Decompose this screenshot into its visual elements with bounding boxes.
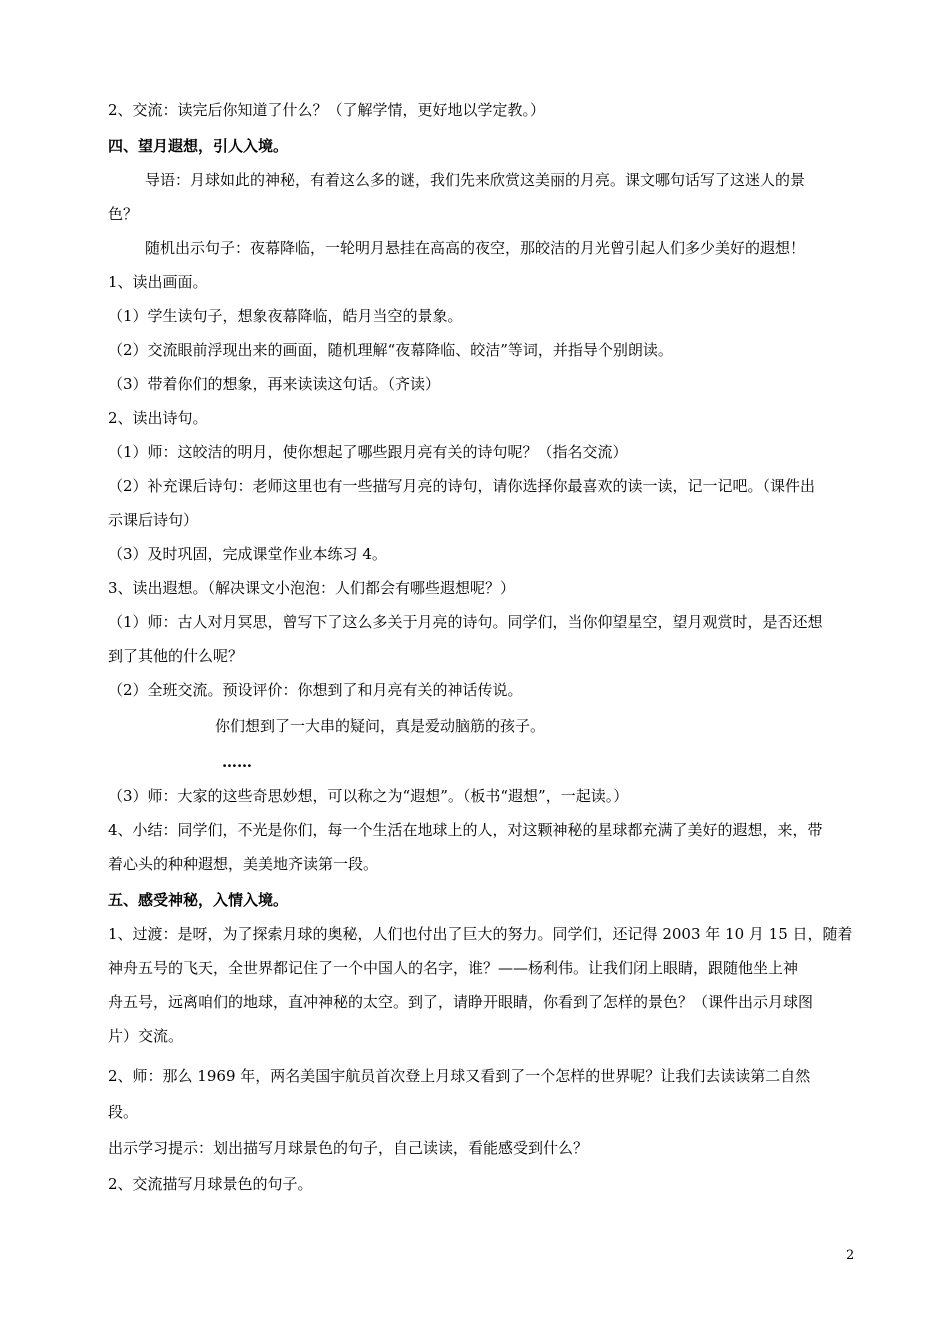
- text-line: 导语：月球如此的神秘，有着这么多的谜，我们先来欣赏这美丽的月亮。课文哪句话写了这迷人的景: [145, 171, 806, 189]
- page-number: 2: [846, 1248, 855, 1263]
- text-line: 着心头的种种遐想，美美地齐读第一段。: [108, 855, 379, 873]
- text-line: （1）学生读句子，想象夜幕降临，皓月当空的景象。: [108, 307, 463, 325]
- text-line: 色？: [108, 205, 139, 223]
- text-line: 随机出示句子：夜幕降临，一轮明月悬挂在高高的夜空，那皎洁的月光曾引起人们多少美好的遐想！: [145, 239, 806, 257]
- text-line: 2、师：那么 1969 年，两名美国宇航员首次登上月球又看到了一个怎样的世界呢？让我们去读读第二自然: [108, 1067, 811, 1085]
- text-line: 2、交流描写月球景色的句子。: [108, 1175, 313, 1193]
- text-line: （3）带着你们的想象，再来读读这句话。（齐读）: [108, 375, 441, 393]
- text-line: 舟五号，远离咱们的地球，直冲神秘的太空。到了，请睁开眼睛，你看到了怎样的景色？（课件出示月球图: [108, 993, 814, 1011]
- text-line: 你们想到了一大串的疑问，真是爱动脑筋的孩子。: [215, 717, 546, 735]
- text-line: （3）及时巩固，完成课堂作业本练习 4。: [108, 545, 387, 563]
- text-line: 神舟五号的飞天，全世界都记住了一个中国人的名字，谁？——杨利伟。让我们闭上眼睛，跟随他坐上神: [108, 959, 799, 977]
- text-line: 4、小结：同学们，不光是你们，每一个生活在地球上的人，对这颗神秘的星球都充满了美好的遐想，来，带: [108, 821, 823, 839]
- text-line: （3）师：大家的这些奇思妙想，可以称之为“遐想”。（板书“遐想”，一起读。）: [108, 787, 629, 805]
- text-line: （1）师：这皎洁的明月，使你想起了哪些跟月亮有关的诗句呢？（指名交流）: [108, 443, 628, 461]
- text-line: 出示学习提示：划出描写月球景色的句子，自己读读，看能感受到什么？: [108, 1139, 589, 1157]
- text-line: 2、读出诗句。: [108, 409, 208, 427]
- text-line: 3、读出遐想。（解决课文小泡泡：人们都会有哪些遐想呢？）: [108, 579, 516, 597]
- ellipsis-line: ……: [222, 753, 252, 771]
- section-heading: 五、感受神秘，入情入境。: [108, 891, 289, 909]
- text-line: 1、读出画面。: [108, 273, 208, 291]
- text-line: 示课后诗句）: [108, 511, 199, 529]
- text-line: 片）交流。: [108, 1027, 184, 1045]
- section-heading: 四、望月遐想，引人入境。: [108, 137, 289, 155]
- text-line: 段。: [108, 1103, 139, 1121]
- text-line: （2）全班交流。预设评价：你想到了和月亮有关的神话传说。: [108, 681, 523, 699]
- text-line: 1、过渡：是呀，为了探索月球的奥秘，人们也付出了巨大的努力。同学们，还记得 2003 年 10 月 15 日，随着: [108, 925, 853, 943]
- text-line: 2、交流：读完后你知道了什么？（了解学情，更好地以学定教。）: [108, 101, 546, 119]
- text-line: 到了其他的什么呢？: [108, 647, 244, 665]
- text-line: （1）师：古人对月冥思，曾写下了这么多关于月亮的诗句。同学们，当你仰望星空，望月观赏时，是否还想: [108, 613, 823, 631]
- text-line: （2）补充课后诗句：老师这里也有一些描写月亮的诗句，请你选择你最喜欢的读一读，记一记吧。（课件出: [108, 477, 816, 495]
- text-line: （2）交流眼前浮现出来的画面，随机理解“夜幕降临、皎洁”等词，并指导个别朗读。: [108, 341, 673, 359]
